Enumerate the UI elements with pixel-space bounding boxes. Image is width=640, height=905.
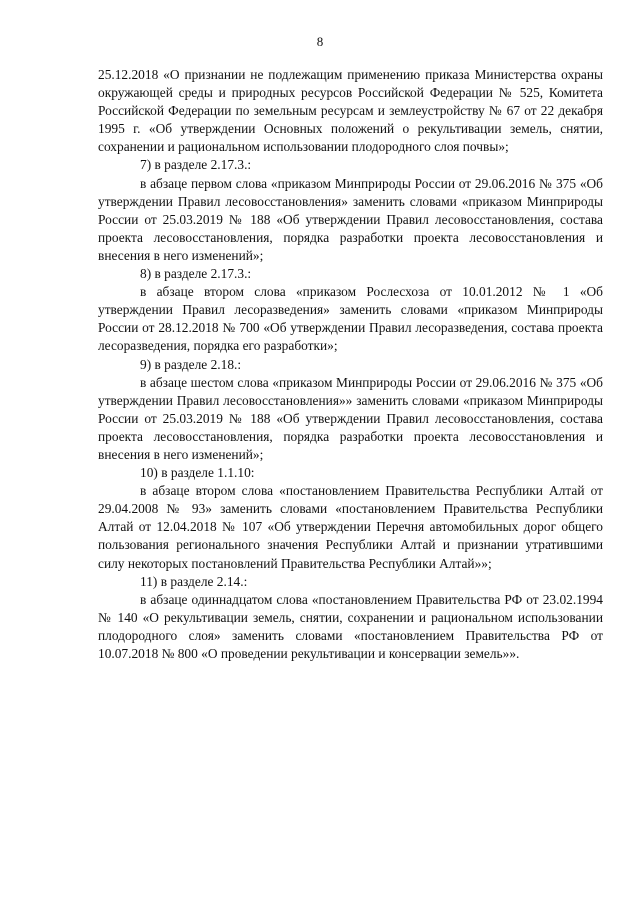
paragraph-item-7-heading: 7) в разделе 2.17.3.: — [140, 157, 252, 173]
paragraph-item-10-body: в абзаце втором слова «постановлением Правительства Республики Алтай от 29.04.2008 № 93» заменить словами «постановлением Правительства Республики Алтай от 12.04.2018 № 107 «Об утверждении Перечня автомобильных дорог общего пользования регионального значения Республики Алтай и признании утратившими силу некоторых постановлений Правительства Республики Алтай»»; — [98, 483, 603, 571]
document-body — [98, 66, 603, 663]
paragraph-item-8-heading: 8) в разделе 2.17.3.: — [140, 266, 252, 282]
paragraph-item-7-body: в абзаце первом слова «приказом Минприроды России от 29.06.2016 № 375 «Об утверждении Правил лесовосстановления» заменить словами «приказом Минприроды России от 25.03.2019 № 188 «Об утверждении Правил лесовосстановления, состава проекта лесовосстановления, порядка разработки проекта лесовосстановления и внесения в него изменений»; — [98, 175, 603, 263]
paragraph-item-11-heading: 11) в разделе 2.14.: — [140, 573, 248, 589]
paragraph-item-10-heading: 10) в разделе 1.1.10: — [140, 465, 255, 481]
paragraph-item-9-heading: 9) в разделе 2.18.: — [140, 356, 242, 372]
paragraph-continuation: 25.12.2018 «О признании не подлежащим применению приказа Министерства охраны окружающей среды и природных ресурсов Российской Федерации № 525, Комитета Российской Федерации по земельным ресурсам и землеустройству № 67 от 22 декабря 1995 г. «Об утверждении Основных положений о рекультивации земель, снятии, сохранении и рациональном использовании плодородного слоя почвы»; — [98, 67, 603, 155]
page-number: 8 — [316, 34, 324, 49]
paragraph-item-8-body: в абзаце втором слова «приказом Рослесхоза от 10.01.2012 № 1 «Об утверждении Правил лесоразведения» заменить словами «приказом Минприроды России от 28.12.2018 № 700 «Об утверждении Правил лесоразведения, состава проекта лесоразведения, порядка его разработки»; — [98, 284, 603, 354]
paragraph-item-11-body: в абзаце одиннадцатом слова «постановлением Правительства РФ от 23.02.1994 № 140 «О рекультивации земель, снятии, сохранении и рациональном использовании плодородного слоя» заменить словами «постановлением Правительства РФ от 10.07.2018 № 800 «О проведении рекультивации и консервации земель»». — [98, 591, 603, 661]
paragraph-item-9-body: в абзаце шестом слова «приказом Минприроды России от 29.06.2016 № 375 «Об утверждении Правил лесовосстановления»» заменить словами «приказом Минприроды России от 25.03.2019 № 188 «Об утверждении Правил лесовосстановления, состава проекта лесовосстановления, порядка разработки проекта лесовосстановления и внесения в него изменений»; — [98, 374, 603, 462]
